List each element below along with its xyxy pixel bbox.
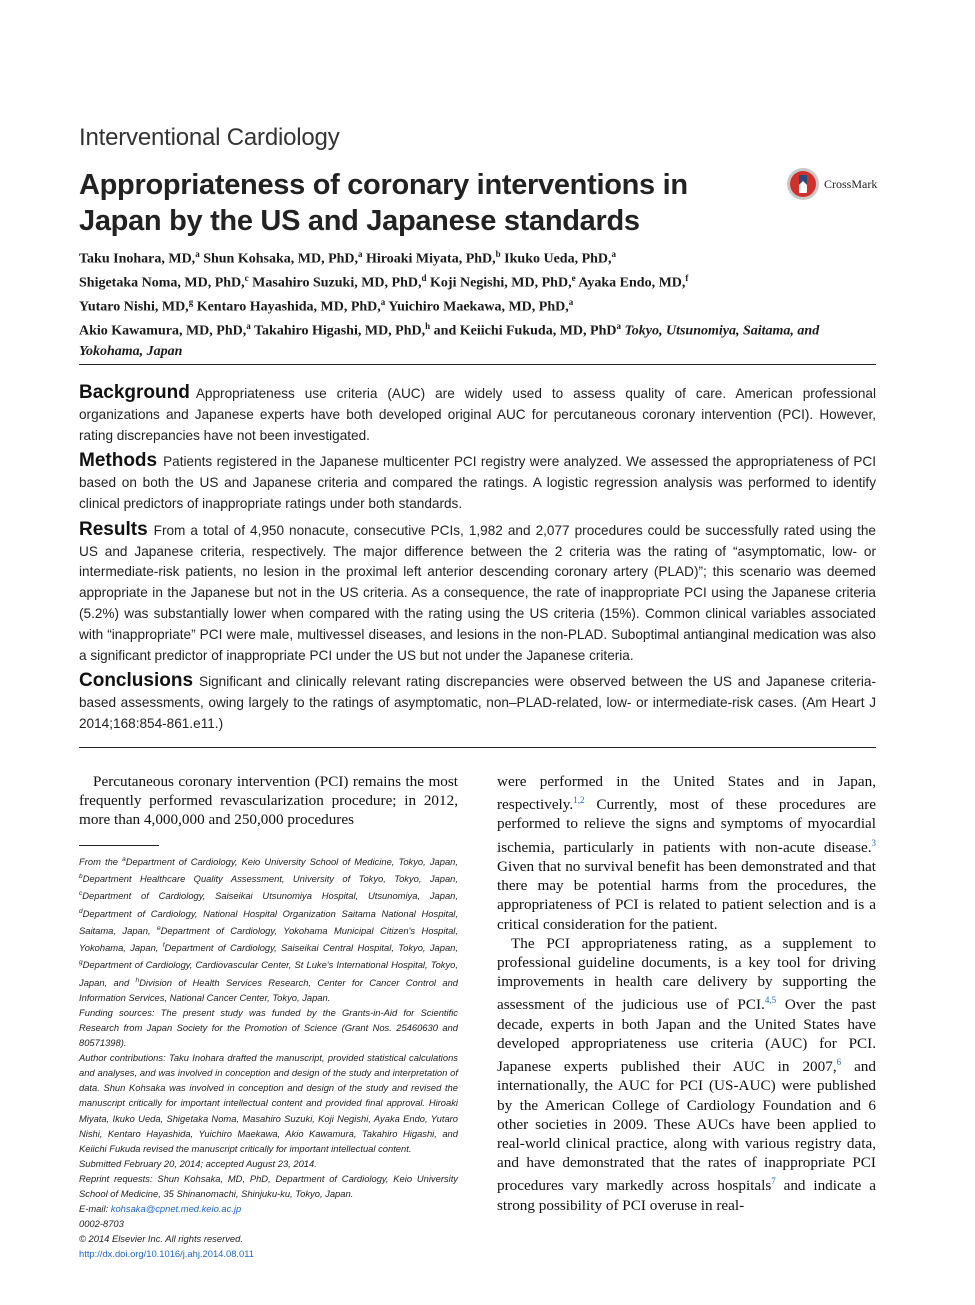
crossmark-icon: [786, 167, 820, 201]
author-name: Hiroaki Miyata, PhD,: [362, 251, 496, 267]
citation-link[interactable]: 6: [836, 1057, 842, 1068]
affiliation-mark: f: [685, 273, 689, 284]
copyright: © 2014 Elsevier Inc. All rights reserved.: [79, 1233, 243, 1245]
abstract: [79, 383, 876, 740]
funding-footnote: Funding sources: The present study was funded by the Grants-in-Aid for Scientific Research from Japan Society for the Promotion of Science (Grant Nos. 25460630 and 80571398).: [79, 1006, 458, 1049]
abstract-heading: Results: [79, 518, 148, 540]
submission-dates: Submitted February 20, 2014; accepted August 23, 2014.: [79, 1157, 317, 1169]
author-name: Shigetaka Noma, MD, PhD,: [79, 275, 245, 291]
abstract-heading: Methods: [79, 450, 158, 472]
footnotes: [79, 852, 458, 1261]
footnote-rule: [79, 845, 159, 846]
citation-link[interactable]: 1,2: [573, 795, 585, 806]
affiliation-mark: e: [571, 273, 576, 284]
author-name: Ayaka Endo, MD,: [575, 275, 686, 291]
citation-link[interactable]: 3: [871, 837, 876, 848]
article-title: Appropriateness of coronary interventions in Japan by the US and Japanese standards: [79, 169, 688, 237]
abstract-results: [79, 520, 876, 667]
journal-section-label: Interventional Cardiology: [79, 124, 340, 151]
affiliation-mark: a: [611, 249, 617, 259]
affiliation-mark: a: [195, 249, 200, 259]
abstract-methods: [79, 451, 876, 514]
citation-link[interactable]: 4,5: [764, 995, 777, 1006]
author-line: [79, 317, 879, 361]
doi-link[interactable]: http://dx.doi.org/10.1016/j.ahj.2014.08.011: [79, 1248, 254, 1260]
author-name: Koji Negishi, MD, PhD,: [426, 275, 572, 291]
author-line: [79, 269, 879, 293]
email-label: E-mail:: [79, 1203, 111, 1215]
crossmark-badge[interactable]: [786, 167, 877, 201]
crossmark-label: CrossMark: [824, 176, 878, 191]
author-name: and Keiichi Fukuda, MD, PhD: [430, 324, 617, 340]
author-list: [79, 245, 879, 361]
affiliation-mark: a: [380, 297, 386, 308]
abstract-text: Appropriateness use criteria (AUC) are widely used to assess quality of care. American professional organizations and Japanese experts have both developed original AUC for percutaneous coronary intervention (PCI). However, rating discrepancies have not been investigated.: [79, 386, 876, 443]
author-locations: Tokyo, Utsunomiya, Saitama, and Yokohama, Japan: [79, 324, 820, 359]
author-name: Ikuko Ueda, PhD,: [500, 251, 612, 267]
contributions-footnote: Author contributions: Taku Inohara drafted the manuscript, provided statistical calculations and analyses, and was involved in conception and design of the study and interpretation of data. Shun Kohsaka was involved in conception and design of the study and revised the manuscript critically for important intellectual content and provided final approval. Hiroaki Miyata, Ikuko Ueda, Shigetaka Noma, Masahiro Suzuki, Koji Negishi, Ayaka Endo, Yutaro Nishi, Kentaro Hayashida, Yuichiro Maekawa, Akio Kawamura, Takahiro Higashi, and Keiichi Fukuda revised the manuscript critically for important intellectual content.: [79, 1052, 458, 1154]
citation-link[interactable]: 7: [771, 1176, 776, 1187]
affiliation-mark: d: [421, 273, 427, 284]
abstract-heading: Background: [79, 382, 190, 403]
affiliation-mark: a: [616, 321, 621, 332]
abstract-top-rule: [79, 364, 876, 365]
abstract-heading: Conclusions: [79, 670, 194, 692]
email-line: [79, 1201, 458, 1216]
author-name: Yuichiro Maekawa, MD, PhD,: [385, 299, 569, 315]
affiliation-mark: a: [246, 321, 251, 332]
affiliations-footnote: From the $^a$Department of Cardiology, Keio University School of Medicine, Tokyo, Japan, $^b$Department Healthcare Quality Assessment, University of Tokyo, Tokyo, Japan, $^c$Department of Cardiology, Saiseikai Utsunomiya Hospital, Utsunomiya, Japan, $^d$Department of Cardiology, National Hospital Organization Saitama National Hospital, Saitama, Japan, $^e$Department of Cardiology, Yokohama Municipal Citizen's Hospital, Yokohama, Japan, $^f$Department of Cardiology, Saiseikai Central Hospital, Tokyo, Japan, $^g$Department of Cardiology, Cardiovascular Center, St Luke's International Hospital, Tokyo, Japan, and $^h$Division of Health Services Research, Center for Cancer Control and Information Services, National Cancer Center, Tokyo, Japan.: [79, 856, 459, 1003]
abstract-background: [79, 383, 876, 446]
email-link[interactable]: kohsaka@cpnet.med.keio.ac.jp: [110, 1203, 242, 1215]
abstract-text: Significant and clinically relevant rating discrepancies were observed between the US and Japanese criteria-based assessments, owing largely to the ratings of asymptomatic, non–PLAD-related, low- or intermediate-risk cases. (Am Heart J 2014;168:854-861.e11.): [79, 674, 876, 731]
body-left-column: [79, 772, 458, 830]
body-paragraph: The PCI appropriateness rating, as a supplement to professional guideline documents, is a key tool for driving improvements in health care delivery by supporting the assessment of the judicious use of PCI.$^{4,5}$ Over the past decade, experts in both Japan and the United States have developed appropriateness use criteria (AUC) for PCI. Japanese experts published their AUC in 2007,$^6$ and internationally, the AUC for PCI (US-AUC) were published by the American College of Cardiology Foundation and 6 other societies in 2009. These AUCs have been applied to real-world clinical practice, along with various registry data, and have demonstrated that the rates of inappropriate PCI procedures vary markedly across hospitals$^7$ and indicate a strong possibility of PCI overuse in real-: [497, 934, 876, 1214]
body-paragraph: were performed in the United States and in Japan, respectively.$^{1,2}$ Currently, most of these procedures are performed to relieve the signs and symptoms of myocardial ischemia, particularly in patients with non-acute disease.$^3$ Given that no survival benefit has been demonstrated and that there may be potential harms from the procedures, the appropriateness of PCI is related to patient selection and is a critical consideration for the patient.: [497, 773, 876, 933]
abstract-conclusions: [79, 671, 876, 734]
author-line: [79, 293, 879, 317]
affiliation-mark: a: [568, 297, 574, 308]
author-name: Akio Kawamura, MD, PhD,: [79, 324, 247, 340]
body-paragraph: Percutaneous coronary intervention (PCI) remains the most frequently performed revascularization procedure; in 2012, more than 4,000,000 and 250,000 procedures: [79, 773, 458, 829]
author-name: Taku Inohara, MD,: [79, 251, 196, 267]
affiliation-mark: h: [425, 321, 431, 332]
author-name: Takahiro Higashi, MD, PhD,: [250, 324, 426, 340]
issn: 0002-8703: [79, 1218, 124, 1230]
abstract-bottom-rule: [79, 747, 876, 748]
author-name: Shun Kohsaka, MD, PhD,: [199, 251, 359, 267]
author-line: [79, 245, 879, 269]
abstract-text: From a total of 4,950 nonacute, consecutive PCIs, 1,982 and 2,077 procedures could be successfully rated using the US and Japanese criteria, respectively. The major difference between the 2 criteria was the rating of “asymptomatic, low- or intermediate-risk patients, no lesion in the proximal left anterior descending coronary artery (PLAD)”; this scenario was deemed appropriate in the Japanese but not in the US criteria. As a consequence, the rate of inappropriate PCI using the Japanese criteria (5.2%) was substantially lower when compared with the rating using the US criteria (15%). Common clinical variables associated with “inappropriate” PCI were male, multivessel diseases, and lesions in the non-PLAD. Suboptimal antianginal medication was also a significant predictor of inappropriate PCI under the US but not under the Japanese criteria.: [79, 522, 876, 663]
author-name: Yutaro Nishi, MD,: [79, 299, 189, 315]
reprint-requests: Reprint requests: Shun Kohsaka, MD, PhD, Department of Cardiology, Keio University School of Medicine, 35 Shinanomachi, Shinjuku-ku, Tokyo, Japan.: [79, 1172, 458, 1199]
affiliation-mark: b: [495, 249, 501, 259]
author-name: Kentaro Hayashida, MD, PhD,: [193, 299, 381, 315]
body-right-column: [497, 772, 876, 1215]
affiliation-mark: a: [358, 249, 363, 259]
abstract-text: Patients registered in the Japanese multicenter PCI registry were analyzed. We assessed the appropriateness of PCI based on both the US and Japanese criteria and compared the ratings. A logistic regression analysis was performed to identify clinical predictors of inappropriate ratings under both standards.: [79, 454, 876, 511]
affiliation-mark: c: [244, 273, 249, 284]
author-name: Masahiro Suzuki, MD, PhD,: [248, 275, 422, 291]
affiliation-mark: g: [188, 297, 194, 308]
